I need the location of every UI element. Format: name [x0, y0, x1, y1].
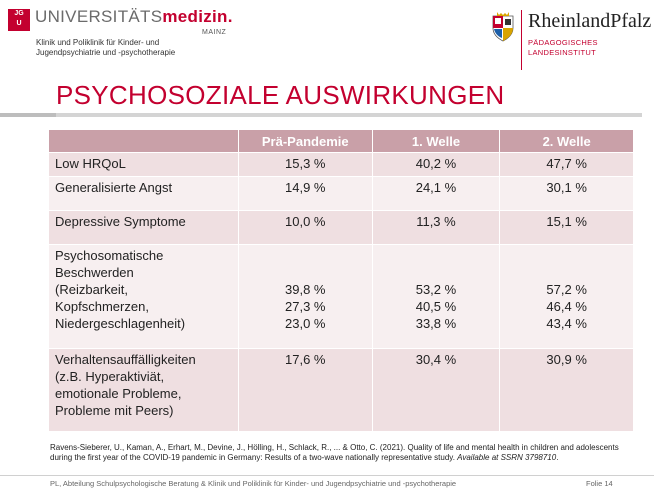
cell-value: 47,7 %	[546, 156, 587, 171]
cell-value: 40,2 %	[415, 156, 457, 171]
row-label	[49, 177, 239, 211]
cell-value: 30,4 %	[415, 352, 457, 367]
university-prefix: UNIVERSITÄTS	[35, 7, 163, 26]
table-row	[49, 349, 634, 432]
table-row	[49, 153, 634, 177]
row-label-line: (Reizbarkeit,	[55, 282, 128, 297]
cell-value: 57,2 %	[546, 282, 587, 297]
row-label	[49, 349, 239, 432]
row-label	[49, 245, 239, 349]
row-label-line: Low HRQoL	[55, 156, 126, 171]
cell-wave-2	[500, 245, 634, 349]
column-header-wave-2: 2. Welle	[500, 130, 634, 153]
title-rule	[56, 113, 642, 117]
cell-pre-pandemic	[238, 177, 372, 211]
cell-pre-pandemic	[238, 245, 372, 349]
cell-value: 30,1 %	[546, 180, 587, 195]
column-header-label	[49, 130, 239, 153]
citation	[50, 443, 638, 463]
row-label-line: (z.B. Hyperaktiviät,	[55, 369, 165, 384]
row-label-line: Niedergeschlagenheit)	[55, 316, 186, 331]
citation-source: Available at SSRN 3798710	[457, 453, 557, 462]
cell-value-stack	[245, 247, 366, 332]
cell-value: 39,8 %	[285, 282, 326, 297]
cell-value-stack	[506, 247, 627, 332]
cell-wave-2	[500, 349, 634, 432]
cell-value: 27,3 %	[285, 299, 326, 314]
row-label-line: emotionale Probleme,	[55, 386, 182, 401]
institute-name	[528, 38, 598, 58]
university-name	[35, 7, 233, 27]
cell-value: 46,4 %	[546, 299, 587, 314]
cell-value: 33,8 %	[415, 316, 457, 331]
row-label-line: Depressive Symptome	[55, 214, 186, 229]
cell-wave-1	[372, 211, 500, 245]
jgu-logo	[8, 9, 30, 31]
cell-pre-pandemic	[238, 211, 372, 245]
footer-rule	[0, 475, 654, 476]
city-label: MAINZ	[202, 29, 227, 36]
footer-text: PL, Abteilung Schulpsychologische Beratung & Klinik und Poliklinik für Kinder- und Jugendpsychiatrie und -psychotherapie	[50, 479, 457, 488]
row-label	[49, 211, 239, 245]
row-label-line: Beschwerden	[55, 265, 134, 280]
cell-wave-1	[372, 349, 500, 432]
slide-number: Folie 14	[586, 479, 613, 488]
cell-value: 53,2 %	[415, 282, 457, 297]
cell-value: 23,0 %	[285, 316, 326, 331]
row-label-line: Generalisierte Angst	[55, 180, 173, 195]
jgu-logo-line-1: JG	[14, 10, 24, 17]
table-row	[49, 211, 634, 245]
cell-value: 30,9 %	[546, 352, 587, 367]
cell-wave-2	[500, 177, 634, 211]
cell-value: 15,3 %	[285, 156, 326, 171]
institute-line-1: PÄDAGOGISCHES	[528, 38, 598, 47]
university-suffix: medizin.	[162, 7, 233, 26]
citation-end: .	[556, 453, 559, 462]
cell-wave-1	[372, 153, 500, 177]
row-label-line: Kopfschmerzen,	[55, 299, 149, 314]
clinic-line-1: Klinik und Poliklinik für Kinder- und	[36, 38, 160, 47]
slide-header	[0, 0, 654, 80]
clinic-line-2: Jugendpsychiatrie und -psychotherapie	[36, 48, 176, 57]
cell-wave-1	[372, 245, 500, 349]
cell-value-stack	[379, 247, 494, 332]
results-table	[48, 129, 634, 432]
cell-value: 15,1 %	[546, 214, 587, 229]
cell-pre-pandemic	[238, 349, 372, 432]
cell-value: 43,4 %	[546, 316, 587, 331]
state-name: RheinlandPfalz	[528, 10, 652, 32]
cell-value: 14,9 %	[285, 180, 326, 195]
table-row	[49, 245, 634, 349]
cell-pre-pandemic	[238, 153, 372, 177]
cell-value: 11,3 %	[416, 214, 456, 229]
row-label	[49, 153, 239, 177]
logo-separator	[521, 10, 522, 70]
jgu-logo-line-2: U	[16, 20, 22, 27]
row-label-line: Verhaltensauffälligkeiten	[55, 352, 196, 367]
cell-value: 17,6 %	[285, 352, 326, 367]
citation-text: Ravens-Sieberer, U., Kaman, A., Erhart, M., Devine, J., Hölling, H., Schlack, R., ... & Otto, C. (2021). Quality of life and mental health in children and adolescents during the first year of the COVID-19 pandemic in Germany: Results of a two-wave nationally representative study.	[50, 443, 619, 462]
title-rule-left	[0, 113, 56, 117]
table-header-row	[49, 130, 634, 153]
cell-wave-2	[500, 153, 634, 177]
cell-value: 24,1 %	[415, 180, 457, 195]
row-label-line: Psychosomatische	[55, 248, 164, 263]
cell-value: 10,0 %	[285, 214, 326, 229]
institute-line-2: LANDESINSTITUT	[528, 48, 596, 57]
slide-title: PSYCHOSOZIALE AUSWIRKUNGEN	[56, 80, 505, 110]
cell-wave-1	[372, 177, 500, 211]
column-header-pre-pandemic: Prä-Pandemie	[238, 130, 372, 153]
rlp-crest-icon	[491, 12, 515, 42]
cell-wave-2	[500, 211, 634, 245]
table-row	[49, 177, 634, 211]
clinic-name	[36, 38, 175, 58]
column-header-wave-1: 1. Welle	[372, 130, 500, 153]
row-label-line: Probleme mit Peers)	[55, 403, 174, 418]
cell-value: 40,5 %	[415, 299, 457, 314]
